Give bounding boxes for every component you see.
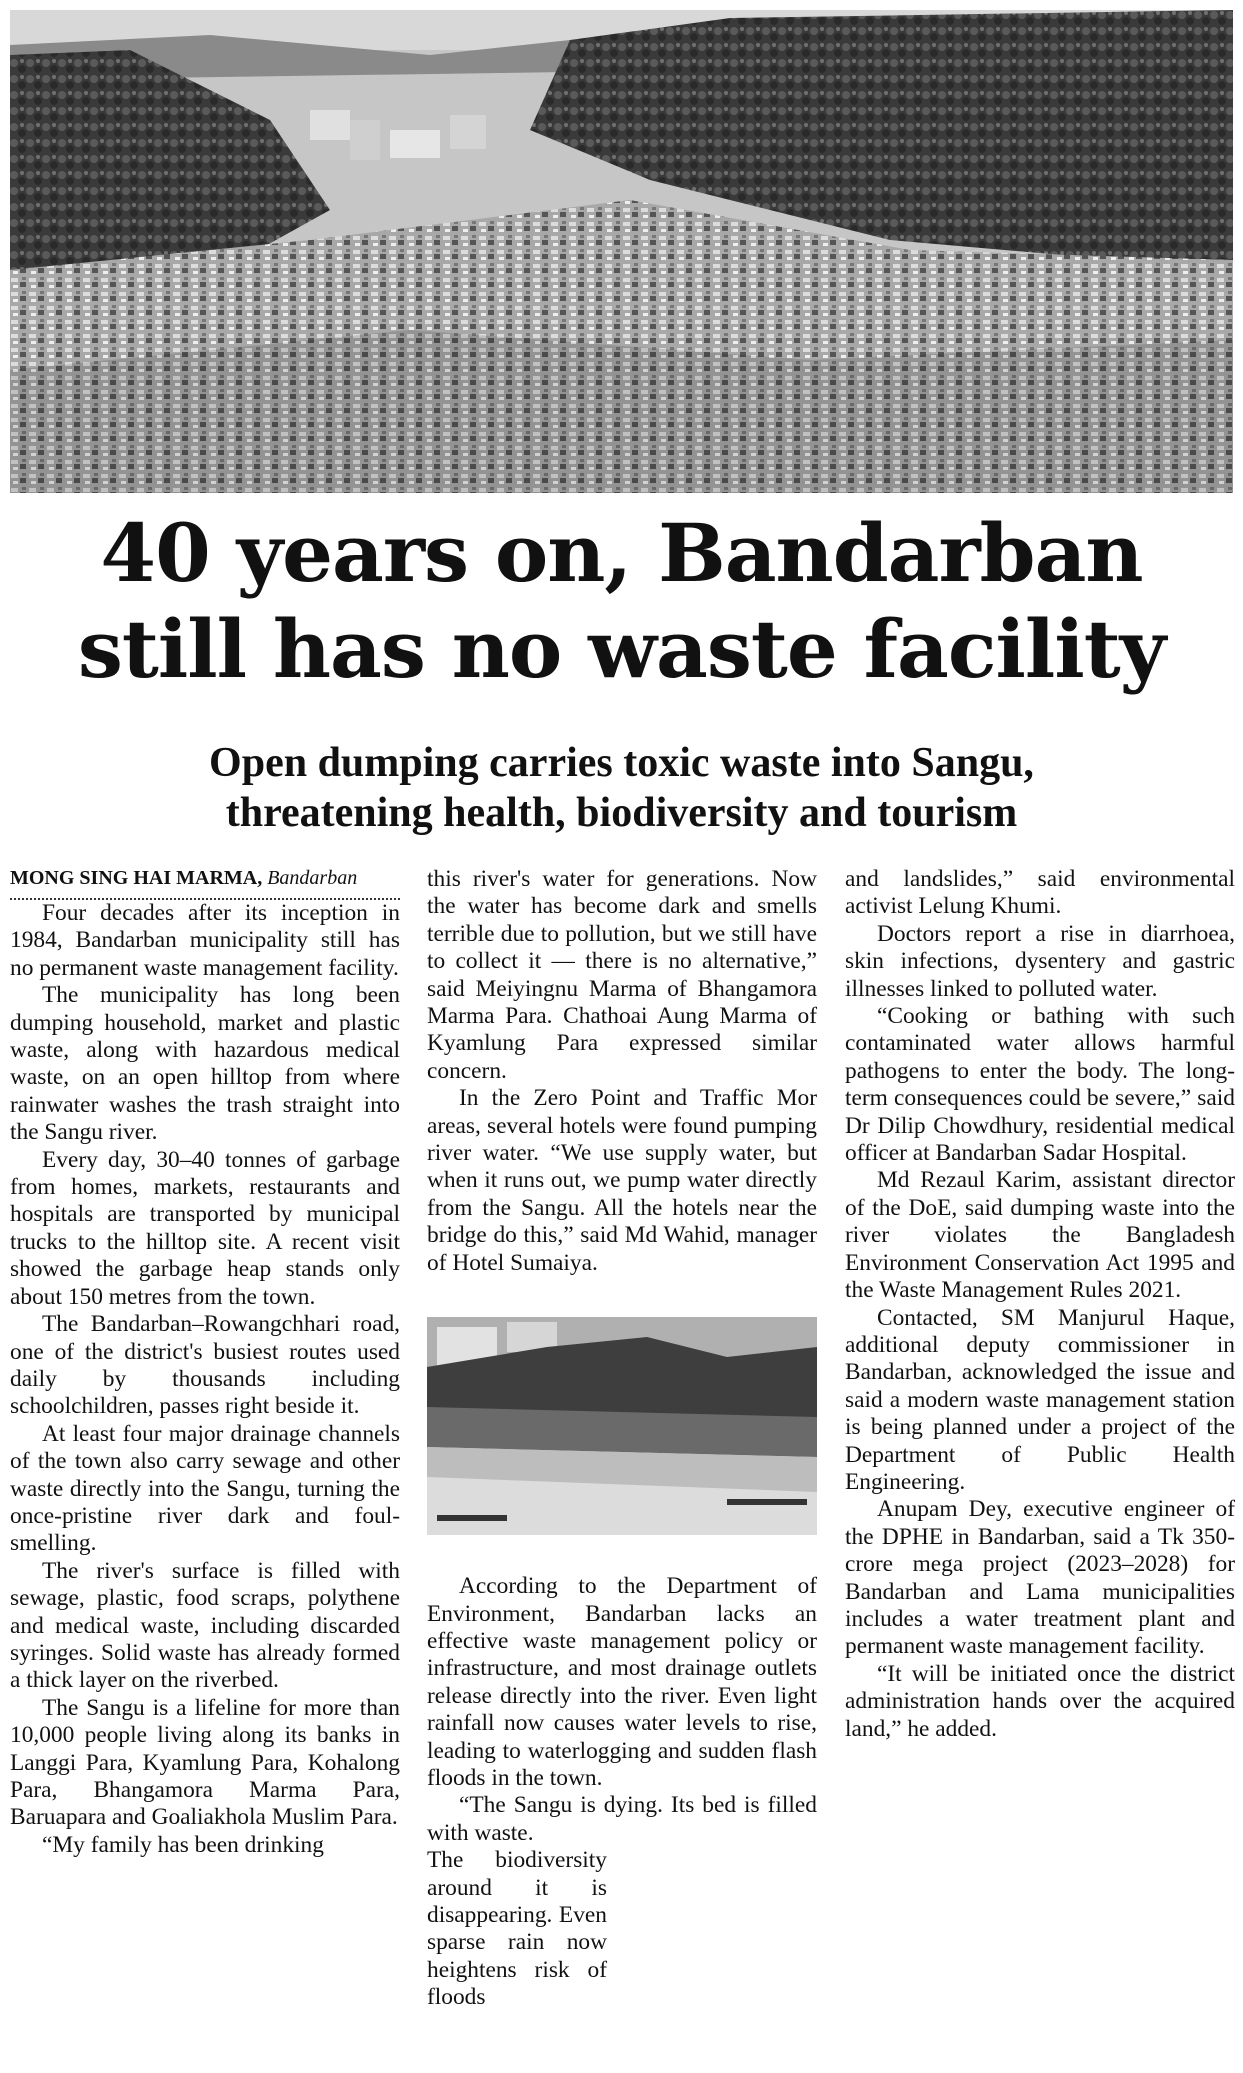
paragraph: The river's surface is filled with sewage, plastic, food scraps, polythene and medical waste, including discarded syringes. Solid waste has already formed a thick layer on the riverbed. <box>10 1557 400 1694</box>
river-photo <box>427 1317 817 1535</box>
paragraph: Every day, 30–40 tonnes of garbage from homes, markets, restaurants and hospitals are transported by municipal trucks to the hilltop site. A recent visit showed the garbage heap stands only about 150 metres from the town. <box>10 1146 400 1310</box>
paragraph: Doctors report a rise in diarrhoea, skin infections, dysentery and gastric illnesses linked to polluted water. <box>845 920 1235 1002</box>
headline-line-1: 40 years on, Bandarban <box>100 506 1143 600</box>
lead-photo-garbage-dump <box>10 10 1233 493</box>
paragraph: Anupam Dey, executive engineer of the DPHE in Bandarban, said a Tk 350-crore mega project (2023–2028) for Bandarban and Lama municipalities includes a water treatment plant and permanent waste management facility. <box>845 1496 1235 1660</box>
subhead-line-1: Open dumping carries toxic waste into Sangu, <box>209 740 1034 786</box>
article-column-3 <box>845 866 1235 1743</box>
paragraph: and landslides,” said environmental activist Lelung Khumi. <box>845 866 1235 920</box>
byline-author: MONG SING HAI MARMA, <box>10 867 263 889</box>
byline-location: Bandarban <box>267 867 358 889</box>
paragraph: this river's water for generations. Now the water has become dark and smells terrible due to pollution, but we still have to collect it — there is no alternative,” said Meiyingnu Marma of Bhangamora Marma Para. Chathoai Aung Marma of Kyamlung Para expressed similar concern. <box>427 866 817 1084</box>
paragraph: “Cooking or bathing with such contaminated water allows harmful pathogens to enter the body. The long-term consequences could be severe,” said Dr Dilip Chowdhury, residential medical officer at Bandarban Sadar Hospital. <box>845 1003 1235 1167</box>
paragraph: The Bandarban–Rowangchhari road, one of the district's busiest routes used daily by thousands including schoolchildren, passes right beside it. <box>10 1311 400 1420</box>
paragraph-narrow: The biodiversity around it is disappearing. Even sparse rain now heightens risk of floods <box>427 1847 607 2011</box>
paragraph: Four decades after its inception in 1984, Bandarban municipality still has no permanent waste management facility. <box>10 900 400 981</box>
article-column-2 <box>427 866 817 2012</box>
paragraph: Md Rezaul Karim, assistant director of the DoE, said dumping waste into the river violates the Bangladesh Environment Conservation Act 1995 and the Waste Management Rules 2021. <box>845 1167 1235 1304</box>
paragraph: The municipality has long been dumping household, market and plastic waste, along with hazardous medical waste, on an open hilltop from where rainwater washes the trash straight into the Sangu river. <box>10 982 400 1146</box>
subheadline <box>0 738 1243 838</box>
paragraph: The Sangu is a lifeline for more than 10,000 people living along its banks in Langgi Para, Kyamlung Para, Kohalong Para, Bhangamora Marma Para, Baruapara and Goaliakhola Muslim Para. <box>10 1694 400 1831</box>
subhead-line-2: threatening health, biodiversity and tourism <box>225 790 1018 836</box>
paragraph: “It will be initiated once the district administration hands over the acquired land,” he added. <box>845 1660 1235 1742</box>
paragraph: According to the Department of Environment, Bandarban lacks an effective waste management policy or infrastructure, and most drainage outlets release directly into the river. Even light rainfall now causes water levels to rise, leading to waterlogging and sudden flash floods in the town. <box>427 1573 817 1791</box>
article-column-1 <box>10 866 400 1859</box>
paragraph: “The Sangu is dying. Its bed is filled with waste. <box>427 1792 817 1846</box>
paragraph: At least four major drainage channels of the town also carry sewage and other waste directly into the Sangu, turning the once-pristine river dark and foul-smelling. <box>10 1420 400 1557</box>
paragraph: In the Zero Point and Traffic Mor areas, several hotels were found pumping river water. “We use supply water, but when it runs out, we pump water directly from the Sangu. All the hotels near the bridge do this,” said Md Wahid, manager of Hotel Sumaiya. <box>427 1085 817 1276</box>
byline <box>10 866 400 900</box>
headline <box>0 505 1243 697</box>
paragraph: “My family has been drinking <box>42 1831 324 1858</box>
headline-line-2: still has no waste facility <box>77 602 1166 696</box>
paragraph: Contacted, SM Manjurul Haque, additional deputy commissioner in Bandarban, acknowledged the issue and said a modern waste management station is being planned under a project of the Department of Public Health Engineering. <box>845 1304 1235 1495</box>
